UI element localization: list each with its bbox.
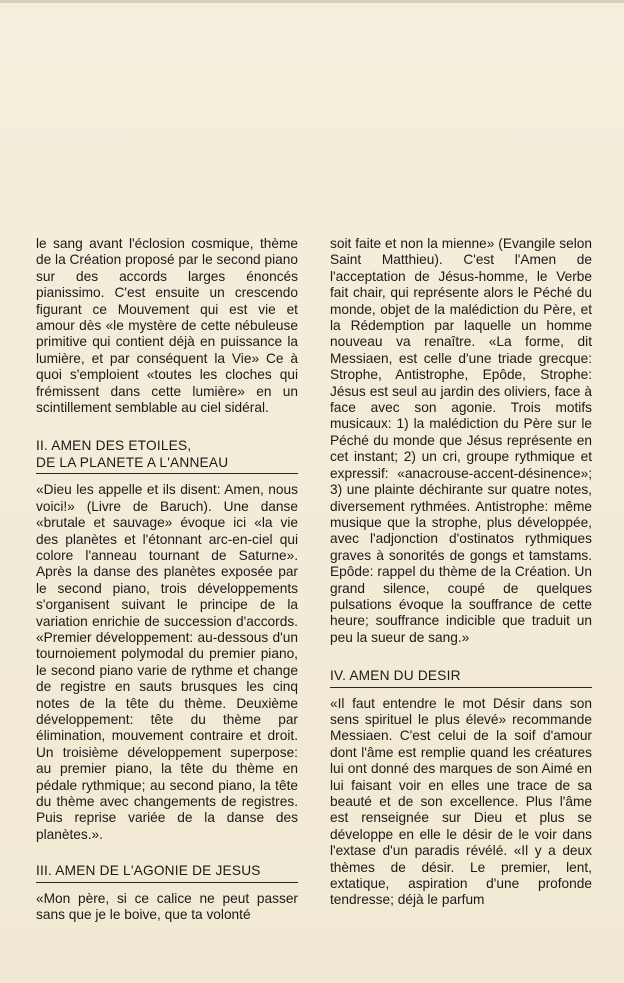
spacer [36,416,298,438]
left-paragraph-3: «Mon père, si ce calice ne peut passer sans que je le boive, que ta volonté [36,890,298,923]
right-paragraph-1: soit faite et non la mienne» (Evangile selon Saint Matthieu). C'est l'Amen de l'acceptation de Jésus-homme, le Verbe fait chair, qui représente alors le Péché du monde, objet de la malédiction du Père, et la Rédemption par laquelle un homme nouveau va renaître. «La forme, dit Messiaen, est celle d'une triade grecque: Strophe, Antistrophe, Epôde, Strophe: Jésus est seul au jardin des oliviers, face à face avec son agonie. Trois motifs musicaux: 1) la malédiction du Père sur le Péché du monde que Jésus représente en cet instant; 2) un cri, groupe rythmique et expressif: «anacrouse-accent-désinence»; 3) une plainte déchirante sur quatre notes, diversement rythmées. Antistrophe: même musique que la strophe, plus développée, avec l'adjonction d'ostinatos rythmiques graves à sonorités de gongs et tamstams. Epôde: rappel du thème de la Création. Un grand silence, coupé de quelques pulsations évoque la souffrance de cette heure; souffrance indicible que traduit un peu la sueur de sang.» [330,236,592,645]
heading-rule [330,687,592,688]
section-heading-2-line-2: DE LA PLANETE A L'ANNEAU [36,454,229,470]
section-heading-3: III. AMEN DE L'AGONIE DE JESUS [36,863,261,879]
section-heading-2-line-1: II. AMEN DES ETOILES, [36,438,192,454]
section-heading-4: IV. AMEN DU DESIR [330,668,461,684]
left-column [36,236,298,923]
heading-rule [36,882,298,883]
page-edge [0,0,624,3]
right-column [330,236,592,909]
left-paragraph-1: le sang avant l'éclosion cosmique, thème de la Création proposé par le second piano sur des accords larges énoncés pianissimo. C'est ensuite un crescendo figurant ce Mouvement qui est vie et amour dès «le mystère de cette nébuleuse primitive qui contient déjà en puissance la lumière, et par conséquent la Vie» Ce à quoi s'emploient «toutes les cloches qui frémissent dans cette lumière» en un scintillement semblable au ciel sidéral. [36,236,298,416]
heading-rule [36,473,298,474]
spacer [36,843,298,863]
left-paragraph-2: «Dieu les appelle et ils disent: Amen, nous voici!» (Livre de Baruch). Une danse «brutale et sauvage» évoque ici «la vie des planètes et l'étonnant arc-en-ciel qui colore l'anneau tournant de Saturne». Après la danse des planètes exposée par le second piano, trois développements s'organisent suivant le principe de la variation enrichie de succession d'accords. «Premier développement: au-dessous d'un tournoiement polymodal du premier piano, le second piano varie de rythme et change de registre en sauts brusques les cinq notes de la tête du thème. Deuxième développement: tête du thème par élimination, mouvement contraire et droit. Un troisième développement superpose: au premier piano, la tête du thème en pédale rythmique; au second piano, la tête du thème avec changements de registres. Puis reprise variée de la danse des planètes.». [36,482,298,842]
right-paragraph-2: «Il faut entendre le mot Désir dans son sens spirituel le plus élevé» recommande Messiaen. C'est celui de la soif d'amour dont l'âme est remplie quand les créatures lui ont donné des marques de son Aimé en lui faisant voir en elles une trace de sa beauté et de son excellence. Plus l'âme est renseignée sur Dieu et plus se développe en elle le désir de le voir dans l'extase d'un paradis révélé. «Il y a deux thèmes de désir. Le premier, lent, extatique, aspiration d'une profonde tendresse; déjà le parfum [330,695,592,908]
spacer [330,646,592,668]
